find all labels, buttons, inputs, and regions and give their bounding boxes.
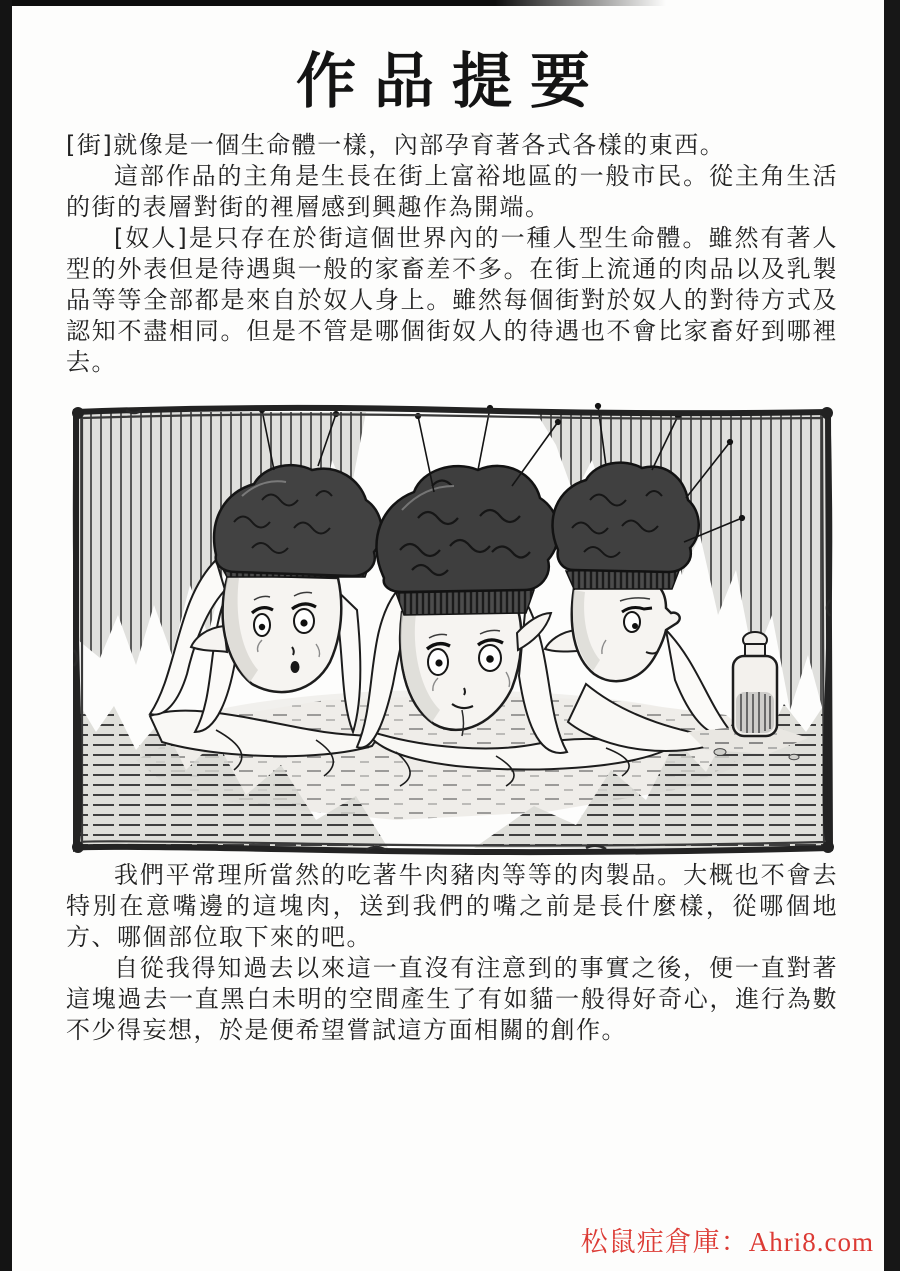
watermark [581, 1220, 874, 1259]
page-title: 作品提要 [296, 47, 608, 117]
scan-edge-left [0, 0, 12, 1271]
paragraph-protagonist: 這部作品的主角是生長在街上富裕地區的一般市民。從主角生活的街的表層對街的裡層感到興趣作為開端。 [66, 162, 838, 221]
severed-heads-ink-drawing [66, 400, 838, 860]
scan-edge-top [0, 0, 900, 6]
watermark-text: 松鼠症倉庫：Ahri8.com [580, 1227, 874, 1257]
framed-illustration [66, 400, 838, 860]
paragraph-curiosity: 自從我得知過去以來這一直沒有注意到的事實之後，便一直對著這塊過去一直黑白未明的空間產生了有如貓一般得好奇心，進行為數不少得妄想，於是便希望嘗試這方面相關的創作。 [66, 954, 838, 1044]
page-content [66, 34, 838, 1046]
paragraph-slave-people: [奴人]是只存在於街這個世界內的一種人型生命體。雖然有著人型的外表但是待遇與一般的家畜差不多。在街上流通的肉品以及乳製品等等全部都是來自於奴人身上。雖然每個街對於奴人的對待方式及認知不盡相同。但是不管是哪個街奴人的待遇也不會比家畜好到哪裡去。 [66, 224, 838, 376]
paragraph-meat-reflection: 我們平常理所當然的吃著牛肉豬肉等等的肉製品。大概也不會去特別在意嘴邊的這塊肉，送到我們的嘴之前是長什麼樣，從哪個地方、哪個部位取下來的吧。 [66, 861, 838, 951]
scan-edge-right [884, 0, 900, 1271]
paragraph-street-intro: [街]就像是一個生命體一樣，內部孕育著各式各樣的東西。 [66, 131, 726, 159]
